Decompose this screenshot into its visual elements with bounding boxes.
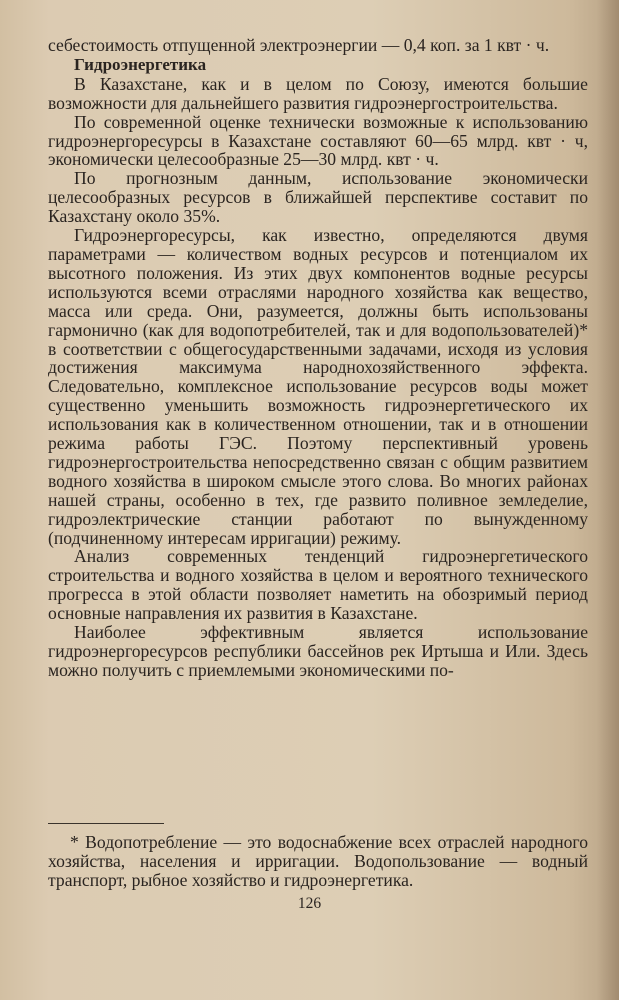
paragraph-3: По прогнозным данным, использование экономически целесообразных ресурсов в ближайшей перспективе составит по Казахстану около 35%. (48, 168, 588, 227)
footnote (48, 833, 588, 890)
page-spine-shadow (597, 0, 619, 1000)
page-body (48, 36, 588, 680)
footnote-text: * Водопотребление — это водоснабжение всех отраслей народного хозяйства, населения и ирригации. Водопользование — водный транспорт, рыбное хозяйство и гидроэнергетика. (48, 832, 588, 890)
section-heading: Гидроэнергетика (74, 54, 207, 74)
page-number: 126 (297, 895, 322, 912)
intro-text: себестоимость отпущенной электроэнергии — 0,4 коп. за 1 квт · ч. (48, 35, 550, 55)
paragraph-4: Гидроэнергоресурсы, как известно, определяются двумя параметрами — количеством водных ресурсов и потенциалом их высотного положения. Из этих двух компонентов водные ресурсы используются всеми отраслями народного хозяйства как вещество, масса или среда. Они, разумеется, должны быть использованы гармонично (как для водопотребителей, так и для водопользователей)* в соответствии с общегосударственными задачами, исходя из условия достижения максимума народнохозяйственного эффекта. Следовательно, комплексное использование ресурсов воды может существенно уменьшить возможность гидроэнергетического их использования как в количественном отношении, так и в отношении режима работы ГЭС. Поэтому перспективный уровень гидроэнергостроительства непосредственно связан с общим развитием водного хозяйства в широком смысле этого слова. Во многих районах нашей страны, особенно в тех, где развито поливное земледелие, гидроэлектрические станции работают по вынужденному (подчиненному интересам ирригации) режиму. (48, 225, 588, 548)
paragraph-2: По современной оценке технически возможные к использованию гидроэнергоресурсы в Казахстане составляют 60—65 млрд. квт · ч, экономически целесообразные 25—30 млрд. квт · ч. (48, 111, 588, 170)
footnote-divider (48, 823, 164, 824)
paragraph-1: В Казахстане, как и в целом по Союзу, имеются большие возможности для дальнейшего развития гидроэнергостроительства. (48, 73, 588, 113)
paragraph-5: Анализ современных тенденций гидроэнергетического строительства и водного хозяйства в целом и вероятного технического прогресса в этой области позволяет наметить на обозримый период основные направления их развития в Казахстане. (48, 546, 588, 624)
paragraph-6: Наиболее эффективным является использование гидроэнергоресурсов республики бассейнов рек Иртыша и Или. Здесь можно получить с приемлемыми экономическими по- (48, 622, 588, 680)
